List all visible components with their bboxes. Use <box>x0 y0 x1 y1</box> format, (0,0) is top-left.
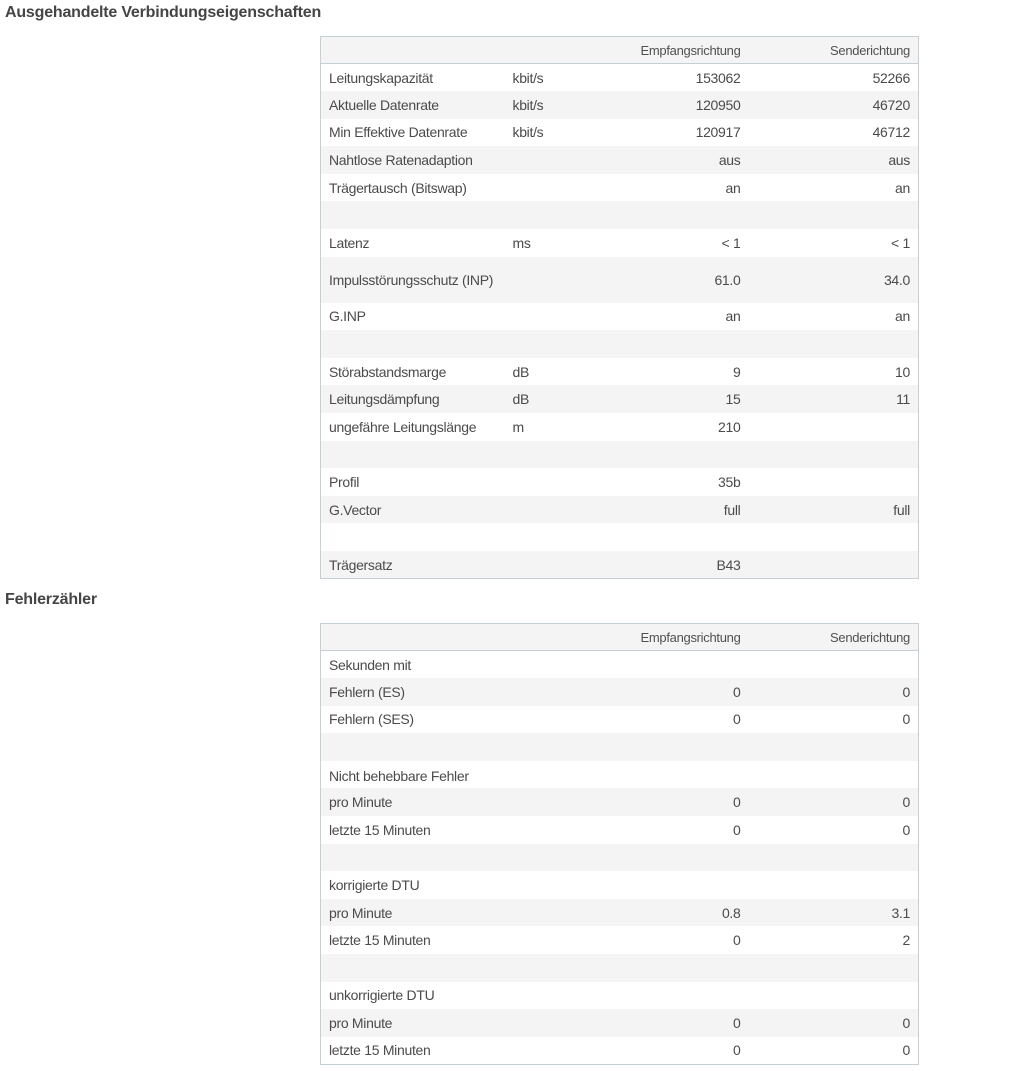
row-label <box>321 761 513 789</box>
row-label: Sekunden mit <box>329 656 412 673</box>
table-row <box>321 468 919 496</box>
row-label: Aktuelle Datenrate <box>329 96 439 113</box>
row-unit: dB <box>512 363 530 380</box>
table-row <box>321 551 919 579</box>
table-row <box>321 871 919 899</box>
table-row <box>321 788 919 816</box>
row-unit <box>513 1009 603 1037</box>
row-value-tx <box>749 413 919 441</box>
error-counters-table <box>320 623 919 1065</box>
header-rx: Empfangsrichtung <box>640 629 741 645</box>
row-value-tx <box>749 468 919 496</box>
row-unit: kbit/s <box>512 96 544 113</box>
row-value-rx: B43 <box>716 556 741 573</box>
row-unit: kbit/s <box>512 124 544 141</box>
table-spacer-row <box>321 201 919 229</box>
row-unit <box>513 733 603 761</box>
row-label <box>321 844 513 872</box>
row-value-rx: 0 <box>733 1042 741 1059</box>
row-value-rx <box>603 523 749 551</box>
row-label: letzte 15 Minuten <box>329 932 431 949</box>
row-unit <box>513 788 603 816</box>
header-tx: Senderichtung <box>830 629 910 645</box>
row-value-tx <box>749 201 919 229</box>
row-value-rx: full <box>723 501 741 518</box>
row-value-tx: full <box>893 501 910 518</box>
row-label: korrigierte DTU <box>329 877 420 894</box>
row-value-tx: 3.1 <box>891 904 910 921</box>
row-value-tx <box>749 733 919 761</box>
table-row <box>321 119 919 147</box>
table-row <box>321 1009 919 1037</box>
table-spacer-row <box>321 441 919 469</box>
row-value-tx <box>749 982 919 1010</box>
table-row <box>321 303 919 331</box>
row-value-rx: < 1 <box>721 234 741 251</box>
row-value-tx: 52266 <box>872 69 910 86</box>
row-label: Impulsstörungsschutz (INP) <box>329 271 494 288</box>
row-unit <box>513 330 603 358</box>
row-value-tx: 0 <box>902 1015 910 1032</box>
table-spacer-row <box>321 733 919 761</box>
row-value-tx: 11 <box>896 391 910 408</box>
row-unit: ms <box>512 234 531 251</box>
row-unit <box>513 523 603 551</box>
row-unit: dB <box>512 391 530 408</box>
table-spacer-row <box>321 330 919 358</box>
row-value-tx: 0 <box>902 821 910 838</box>
row-label-text: Nicht behebbare Fehler <box>329 768 469 785</box>
table-row <box>321 229 919 257</box>
table-row <box>321 64 919 92</box>
table-row <box>321 358 919 386</box>
row-value-rx <box>603 982 749 1010</box>
row-unit <box>513 899 603 927</box>
row-unit <box>513 257 603 303</box>
row-value-tx: 0 <box>902 1042 910 1059</box>
row-value-rx: 153062 <box>695 69 741 86</box>
row-value-rx: 9 <box>733 363 741 380</box>
row-unit <box>513 441 603 469</box>
row-value-tx: 2 <box>902 932 910 949</box>
row-value-rx: an <box>725 308 741 325</box>
row-value-rx: 210 <box>718 418 741 435</box>
table-row <box>321 496 919 524</box>
row-label: Profil <box>329 474 360 491</box>
row-label: Min Effektive Datenrate <box>329 124 468 141</box>
row-unit <box>513 1037 603 1065</box>
row-value-rx: 0 <box>733 711 741 728</box>
row-unit <box>513 496 603 524</box>
table-row <box>321 651 919 679</box>
row-unit: kbit/s <box>512 69 544 86</box>
row-label: Trägersatz <box>329 556 393 573</box>
row-label: letzte 15 Minuten <box>329 1042 431 1059</box>
table-spacer-row <box>321 523 919 551</box>
row-value-rx: 0 <box>733 794 741 811</box>
row-label <box>321 733 513 761</box>
row-value-tx <box>749 551 919 579</box>
row-value-tx: aus <box>888 152 910 169</box>
row-value-tx: 10 <box>895 363 910 380</box>
row-label: unkorrigierte DTU <box>329 987 435 1004</box>
row-label <box>321 954 513 982</box>
table-row <box>321 761 919 789</box>
row-unit <box>513 651 603 679</box>
row-value-rx <box>603 871 749 899</box>
row-value-rx: 15 <box>725 391 741 408</box>
table-row <box>321 899 919 927</box>
row-unit <box>513 844 603 872</box>
row-unit <box>513 982 603 1010</box>
row-value-tx <box>749 523 919 551</box>
row-unit <box>513 468 603 496</box>
row-label: Nahtlose Ratenadaption <box>329 152 473 169</box>
row-label <box>321 441 513 469</box>
table-row <box>321 257 919 303</box>
header-tx: Senderichtung <box>830 42 910 58</box>
row-label: G.INP <box>329 308 366 325</box>
row-value-tx <box>749 651 919 679</box>
row-value-rx: 0.8 <box>721 904 741 921</box>
row-value-tx: 0 <box>902 794 910 811</box>
table-row <box>321 91 919 119</box>
table-row <box>321 982 919 1010</box>
row-label: Fehlern (SES) <box>329 711 414 728</box>
row-unit <box>513 551 603 579</box>
row-value-rx <box>603 733 749 761</box>
row-unit <box>513 174 603 202</box>
row-value-rx <box>603 441 749 469</box>
section-title-errors: Fehlerzähler <box>5 591 97 608</box>
row-value-rx <box>603 844 749 872</box>
row-label: Leitungsdämpfung <box>329 391 440 408</box>
row-unit <box>513 926 603 954</box>
row-value-tx <box>749 761 919 789</box>
row-unit <box>513 146 603 174</box>
table-row <box>321 1037 919 1065</box>
row-value-tx <box>749 844 919 872</box>
row-value-rx <box>603 201 749 229</box>
table-header-row <box>321 624 919 651</box>
row-value-rx: 120917 <box>695 124 741 141</box>
row-value-tx <box>749 871 919 899</box>
row-value-tx: < 1 <box>891 234 910 251</box>
row-label <box>321 523 513 551</box>
row-label: Latenz <box>329 234 370 251</box>
row-label: Trägertausch (Bitswap) <box>329 179 467 196</box>
row-unit <box>513 678 603 706</box>
row-label: G.Vector <box>329 501 382 518</box>
row-value-rx: 0 <box>733 821 741 838</box>
row-unit <box>513 954 603 982</box>
row-value-rx <box>603 761 749 789</box>
row-label: pro Minute <box>329 904 393 921</box>
table-row <box>321 385 919 413</box>
row-value-rx: aus <box>718 152 741 169</box>
row-value-rx: 61.0 <box>714 271 741 288</box>
row-unit <box>513 816 603 844</box>
row-value-tx: 46720 <box>872 96 910 113</box>
row-label: pro Minute <box>329 794 393 811</box>
row-label: Störabstandsmarge <box>329 363 447 380</box>
table-spacer-row <box>321 954 919 982</box>
header-unit <box>513 624 603 651</box>
table-header-row <box>321 37 919 64</box>
row-label: Leitungskapazität <box>329 69 433 86</box>
row-value-tx: 34.0 <box>883 271 910 288</box>
row-label: ungefähre Leitungslänge <box>329 418 477 435</box>
header-label <box>321 624 513 651</box>
header-rx: Empfangsrichtung <box>640 42 741 58</box>
row-value-tx <box>749 441 919 469</box>
row-value-tx <box>749 330 919 358</box>
section-title-connection: Ausgehandelte Verbindungseigenschaften <box>5 4 322 21</box>
row-value-rx: 0 <box>733 932 741 949</box>
header-unit <box>513 37 603 64</box>
row-label <box>321 330 513 358</box>
connection-properties-table <box>320 36 919 579</box>
row-label: pro Minute <box>329 1015 393 1032</box>
table-row <box>321 926 919 954</box>
table-row <box>321 413 919 441</box>
row-value-tx: an <box>895 308 910 325</box>
table-row <box>321 678 919 706</box>
row-unit <box>513 201 603 229</box>
row-value-rx <box>603 330 749 358</box>
row-unit <box>513 706 603 734</box>
row-value-rx <box>603 651 749 679</box>
table-row <box>321 816 919 844</box>
row-value-rx <box>603 954 749 982</box>
row-unit <box>513 761 603 789</box>
row-value-tx <box>749 954 919 982</box>
row-label: letzte 15 Minuten <box>329 821 431 838</box>
table-row <box>321 146 919 174</box>
row-value-rx: an <box>725 179 741 196</box>
row-unit <box>513 871 603 899</box>
row-unit <box>513 303 603 331</box>
row-value-tx: 46712 <box>872 124 910 141</box>
row-value-tx: 0 <box>902 711 910 728</box>
row-label: Fehlern (ES) <box>329 683 405 700</box>
row-value-rx: 0 <box>733 1015 741 1032</box>
table-row <box>321 174 919 202</box>
row-value-tx: 0 <box>902 683 910 700</box>
table-row <box>321 706 919 734</box>
row-unit: m <box>512 418 524 435</box>
row-value-rx: 0 <box>733 683 741 700</box>
row-value-tx: an <box>895 179 910 196</box>
table-spacer-row <box>321 844 919 872</box>
row-value-rx: 120950 <box>695 96 741 113</box>
header-label <box>321 37 513 64</box>
row-label <box>321 201 513 229</box>
row-value-rx: 35b <box>718 474 741 491</box>
